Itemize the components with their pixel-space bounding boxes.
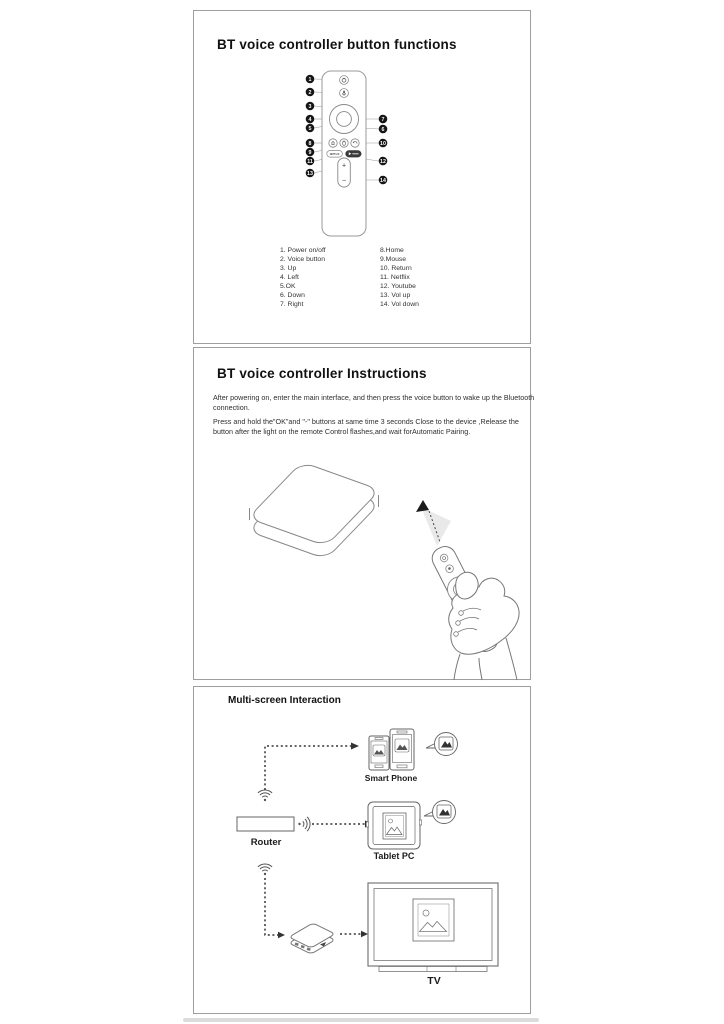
svg-text:14: 14 — [380, 177, 386, 184]
legend-item: 10. Return — [380, 265, 412, 272]
callout-7 — [379, 115, 388, 124]
signal-path-smartphone — [265, 746, 351, 790]
legend-item: 8.Home — [380, 247, 404, 254]
return-button — [351, 139, 359, 147]
ok-button — [337, 112, 352, 127]
legend-item: 7. Right — [280, 301, 304, 308]
signal-beam — [421, 507, 451, 546]
legend-item: 5.OK — [280, 283, 296, 290]
hand — [449, 572, 519, 680]
svg-text:10: 10 — [380, 140, 386, 147]
netflix-label: NETFLIX — [329, 153, 340, 156]
legend-left-column — [280, 246, 326, 309]
legend-item: 12. Youtube — [380, 283, 416, 290]
callout-9 — [306, 148, 315, 157]
tablet-pc-label: Tablet PC — [373, 851, 415, 861]
smart-phone-label: Smart Phone — [364, 773, 418, 783]
callout-2 — [306, 88, 315, 97]
netflix-button — [327, 151, 343, 158]
tv-label: TV — [427, 975, 441, 987]
svg-text:12: 12 — [380, 158, 386, 165]
mouse-button — [340, 139, 348, 147]
svg-text:3: 3 — [308, 103, 312, 110]
remote-in-hand — [428, 543, 519, 680]
signal-path-box — [265, 878, 278, 935]
panel-instructions — [193, 347, 535, 680]
callout-1 — [306, 75, 315, 84]
remote-diagram — [293, 63, 393, 243]
page-edge-shadow — [183, 1018, 539, 1022]
callout-11 — [306, 157, 315, 166]
instructions-paragraph-2: Press and hold the"OK"and "-" buttons at same time 3 seconds Close to the device ,Release the button after the light on the remote Control flashes,and wait forAutomatic Pairing. — [213, 417, 519, 436]
svg-text:11: 11 — [307, 158, 313, 165]
panel1-title: BT voice controller button functions — [217, 37, 457, 52]
wifi-icon-bottom — [258, 864, 272, 875]
vol-up-label: + — [341, 162, 347, 170]
legend-item: 2. Voice button — [280, 256, 325, 263]
callout-14 — [379, 176, 388, 185]
tv-box-illustration — [248, 462, 380, 559]
youtube-button — [346, 151, 362, 158]
legend-item: 9.Mouse — [380, 256, 407, 263]
legend-item: 13. Vol up — [380, 292, 411, 299]
panel2-title: BT voice controller Instructions — [217, 366, 427, 381]
signal-arrowhead — [416, 500, 429, 512]
mini-box-icon — [289, 923, 335, 954]
router-box — [237, 817, 294, 831]
vol-down-label: − — [341, 177, 347, 185]
legend-item: 11. Netflix — [380, 274, 410, 281]
callout-10 — [379, 139, 388, 148]
callout-12 — [379, 157, 388, 166]
volume-rocker — [338, 158, 351, 187]
panel-multi-screen — [193, 686, 531, 1014]
wifi-emit-icon — [298, 817, 310, 831]
panel3-title: Multi-screen Interaction — [228, 695, 341, 706]
arrowhead-tv — [361, 931, 368, 937]
home-button — [329, 139, 337, 147]
media-share-bubble-icon — [424, 801, 456, 824]
tablet-icon — [366, 802, 421, 849]
svg-text:9: 9 — [308, 149, 312, 156]
callout-3 — [306, 102, 315, 111]
dpad — [330, 105, 359, 134]
legend-item: 6. Down — [280, 292, 305, 299]
svg-text:7: 7 — [381, 116, 385, 123]
callout-13 — [306, 169, 315, 178]
instructions-paragraph-1: After powering on, enter the main interface, and then press the voice button to wake up the Bluetooth connection. — [213, 393, 535, 412]
legend-right-column — [380, 246, 419, 309]
panel-button-functions — [193, 10, 531, 344]
svg-text:4: 4 — [308, 116, 312, 123]
callout-8 — [306, 139, 315, 148]
svg-text:1: 1 — [308, 76, 312, 83]
pairing-illustration — [211, 451, 531, 680]
legend-item: 4. Left — [280, 274, 299, 281]
legend-item: 14. Vol down — [380, 301, 419, 308]
arrowhead-box — [278, 932, 285, 938]
voice-button — [340, 89, 349, 98]
arrowhead-smartphone — [351, 743, 359, 750]
legend-item: 3. Up — [280, 265, 297, 272]
multi-screen-diagram — [194, 687, 530, 1013]
callout-5 — [306, 124, 315, 133]
media-share-bubble-icon — [426, 733, 458, 756]
svg-text:2: 2 — [308, 89, 312, 96]
callout-6 — [379, 125, 388, 134]
wifi-icon-top — [258, 790, 272, 801]
svg-text:13: 13 — [307, 170, 313, 177]
svg-text:8: 8 — [308, 140, 312, 147]
router-label: Router — [250, 837, 282, 848]
tv-icon — [368, 883, 498, 972]
smartphone-icon — [369, 729, 414, 770]
legend-item: 1. Power on/off — [280, 247, 326, 254]
svg-text:6: 6 — [381, 126, 385, 133]
power-button — [340, 76, 349, 85]
callout-4 — [306, 115, 315, 124]
svg-text:5: 5 — [308, 125, 312, 132]
